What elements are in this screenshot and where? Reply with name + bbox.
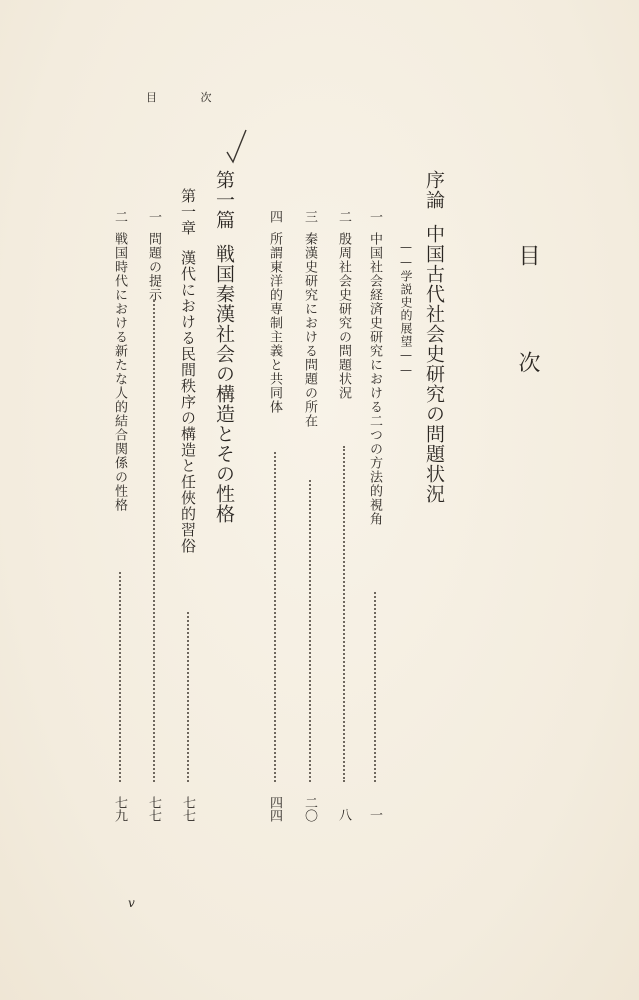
page-number: 二〇: [302, 796, 317, 822]
dot-leader: [119, 572, 121, 782]
page-number: 七七: [180, 796, 195, 822]
dot-leader: [343, 446, 345, 782]
entry-number: 三: [302, 210, 317, 224]
entry-title: 問題の提示: [146, 232, 161, 302]
toc-entry: [147, 210, 160, 302]
part-title: 戦国秦漢社会の構造とその性格: [213, 244, 235, 524]
running-head: 目 次: [146, 91, 232, 104]
page-number: 七九: [112, 796, 127, 822]
folio-number: v: [128, 896, 135, 910]
entry-title: 所謂東洋的専制主義と共同体: [267, 232, 282, 414]
toc-entry: [113, 210, 126, 512]
entry-title: 中国社会経済史研究における二つの方法的視角: [367, 232, 382, 526]
entry-number: 二: [336, 210, 351, 224]
part-heading: [214, 170, 233, 524]
entry-title: 戦国時代における新たな人的結合関係の性格: [112, 232, 127, 512]
dot-leader: [187, 612, 189, 782]
page-number: 四四: [267, 796, 282, 822]
page-number: 八: [336, 808, 351, 821]
page-title: 目 次: [515, 244, 540, 403]
entry-title: 秦漢史研究における問題の所在: [302, 232, 317, 428]
dot-leader: [274, 452, 276, 782]
entry-number: 一: [146, 210, 161, 224]
intro-title: 中国古代社会史研究の問題状況: [423, 224, 445, 504]
chapter-title: 漢代における民間秩序の構造と任俠的習俗: [179, 250, 197, 554]
page-number: 七七: [146, 796, 161, 822]
toc-entry: [303, 210, 316, 428]
toc-entry: [368, 210, 381, 526]
intro-subtitle: ——学説史的展望——: [399, 240, 413, 378]
dot-leader: [153, 300, 155, 782]
check-mark-icon: [224, 126, 250, 170]
part-label: 第一篇: [213, 170, 235, 230]
entry-number: 一: [367, 210, 382, 224]
page-number: 一: [367, 808, 382, 821]
entry-title: 殷周社会史研究の問題状況: [336, 232, 351, 400]
intro-heading: [424, 170, 443, 504]
entry-number: 四: [267, 210, 282, 224]
dot-leader: [309, 480, 311, 782]
chapter-heading: [180, 188, 195, 554]
dot-leader: [374, 592, 376, 782]
toc-entry: [268, 210, 281, 414]
toc-entry: [337, 210, 350, 400]
intro-label: 序論: [423, 170, 445, 210]
chapter-label: 第一章: [179, 188, 197, 236]
entry-number: 二: [112, 210, 127, 224]
